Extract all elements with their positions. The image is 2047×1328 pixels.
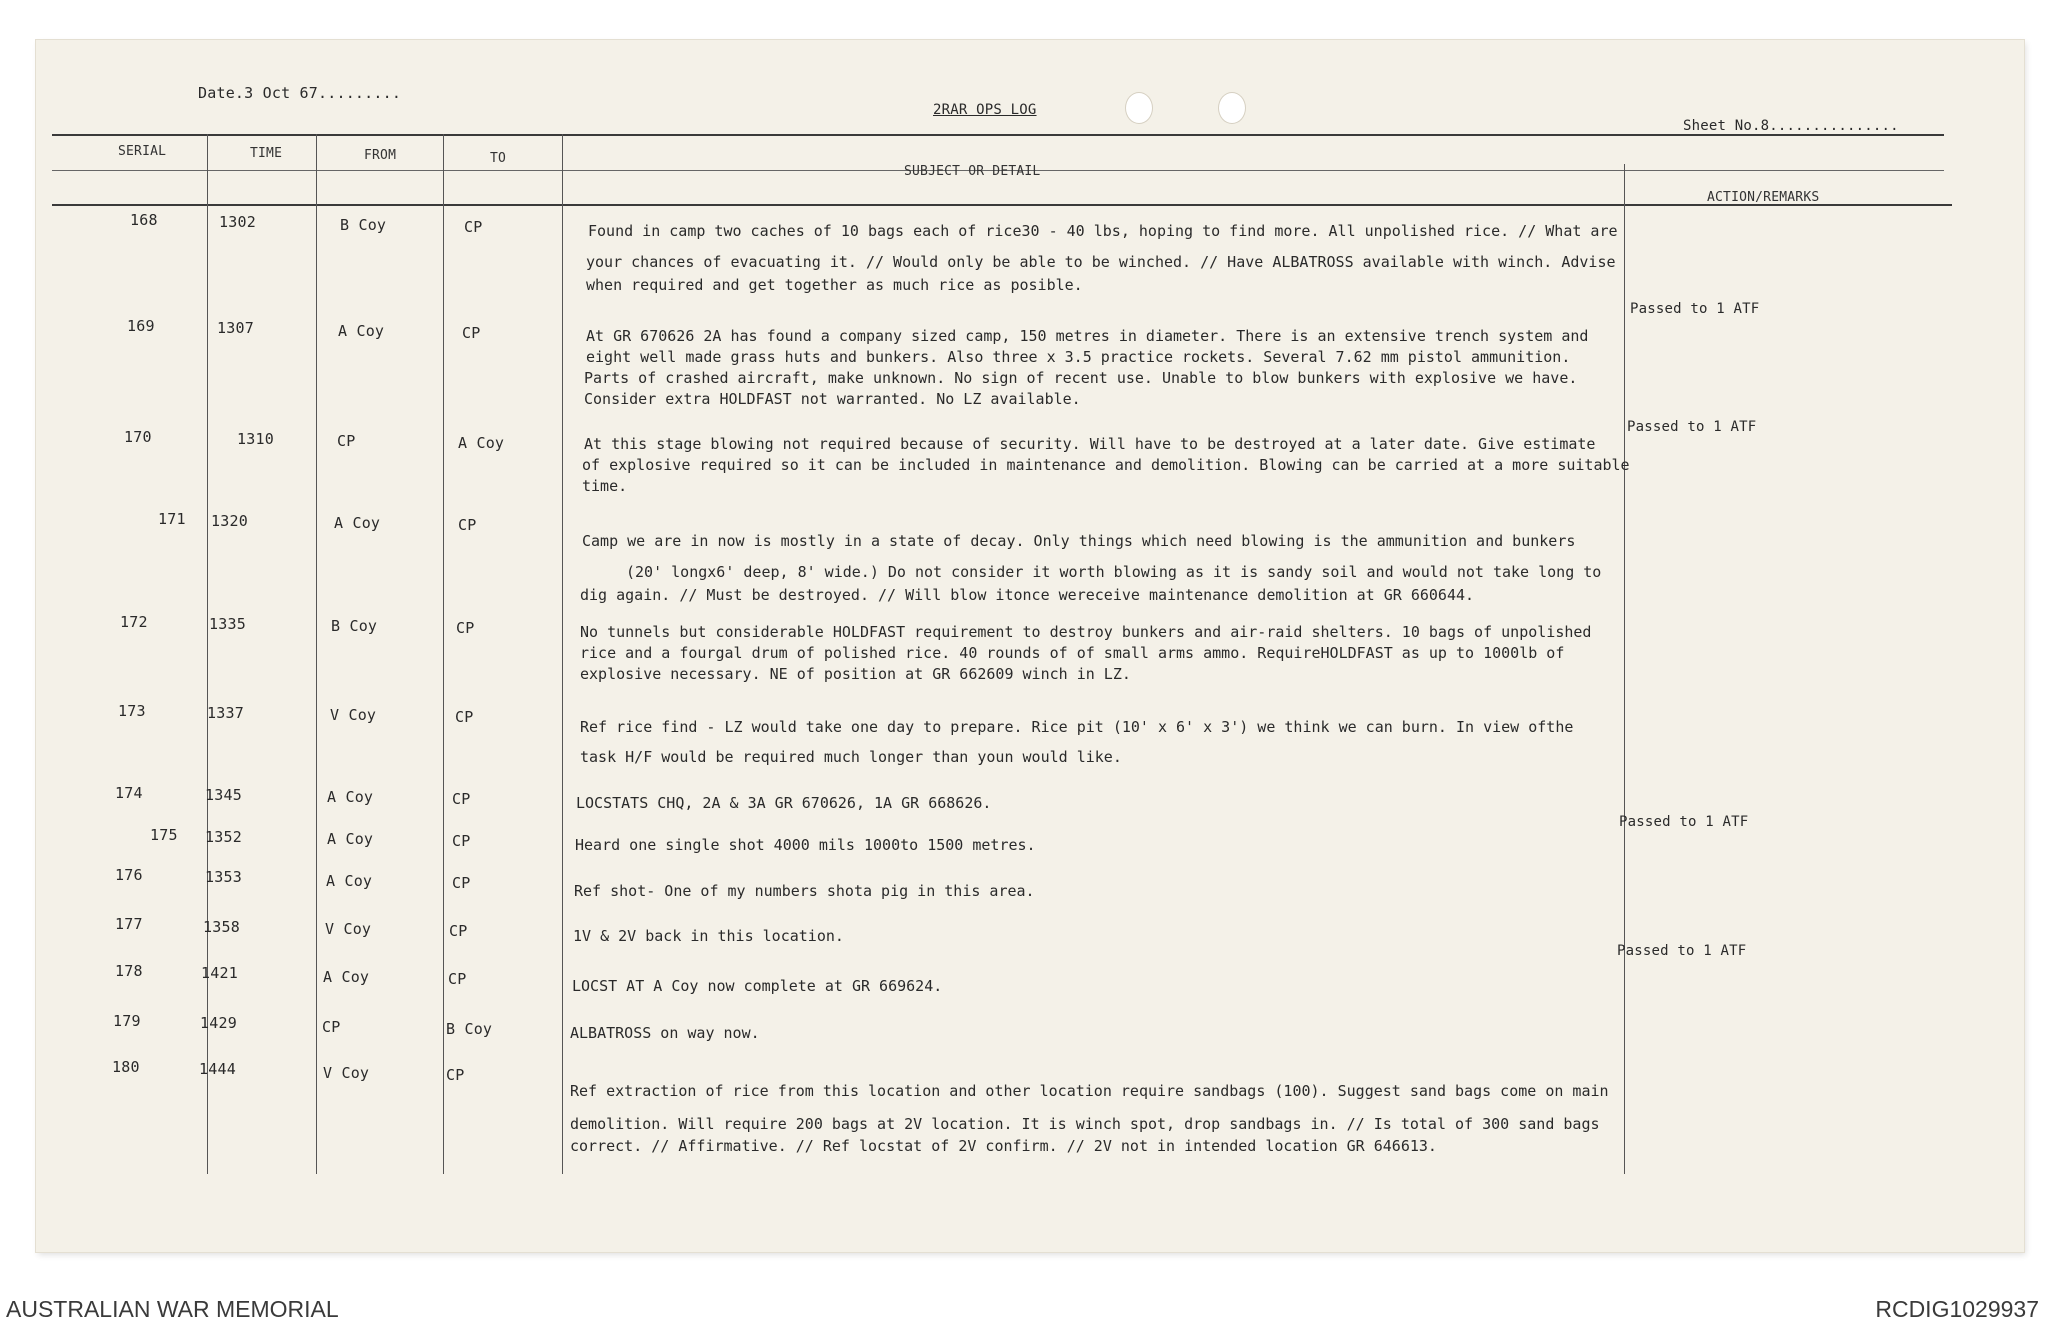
from-cell: A Coy	[327, 830, 374, 848]
from-cell: A Coy	[323, 968, 370, 986]
detail-cell	[570, 1022, 1630, 1045]
time-cell: 1429	[200, 1014, 237, 1032]
detail-cell	[570, 1080, 1630, 1157]
from-cell: B Coy	[340, 216, 387, 234]
detail-line: eight well made grass huts and bunkers. Also three x 3.5 practice rockets. Several 7.62 mm pistol ammunition.	[586, 348, 1571, 366]
detail-cell	[580, 712, 1640, 772]
time-cell: 1444	[199, 1060, 236, 1078]
detail-cell	[580, 530, 1640, 607]
to-cell: CP	[456, 619, 475, 637]
punch-hole-right	[1218, 92, 1246, 124]
time-cell: 1345	[205, 786, 242, 804]
from-cell: A Coy	[334, 514, 381, 532]
time-cell: 1302	[219, 213, 256, 231]
column-header-action: ACTION/REMARKS	[1707, 190, 1820, 205]
from-cell: A Coy	[326, 872, 373, 890]
footer-record-id: RCDIG1029937	[1875, 1296, 2039, 1322]
detail-line: rice and a fourgal drum of polished rice. 40 rounds of of small arms ammo. RequireHOLDFAST as up to 1000lb of	[580, 644, 1565, 662]
serial-cell: 172	[120, 613, 148, 631]
serial-cell: 178	[115, 962, 143, 980]
time-cell: 1307	[217, 319, 254, 337]
column-header-from: FROM	[364, 148, 397, 163]
to-cell: CP	[452, 832, 471, 850]
detail-line: when required and get together as much rice as posible.	[586, 276, 1083, 294]
serial-cell: 173	[118, 702, 146, 720]
detail-line: Ref extraction of rice from this location and other location require sandbags (100). Suggest sand bags come on main	[570, 1082, 1609, 1100]
detail-cell	[575, 834, 1635, 857]
action-cell: Passed to 1 ATF	[1630, 301, 1760, 317]
time-cell: 1421	[201, 964, 238, 982]
from-cell: V Coy	[330, 706, 377, 724]
detail-line: time.	[582, 477, 628, 495]
detail-line: Found in camp two caches of 10 bags each of rice30 - 40 lbs, hoping to find more. All unpolished rice. // What are	[588, 222, 1618, 240]
from-cell: V Coy	[325, 920, 372, 938]
from-cell: V Coy	[323, 1064, 370, 1082]
detail-line: dig again. // Must be destroyed. // Will blow itonce wereceive maintenance demolition at GR 660644.	[580, 586, 1475, 604]
to-cell: CP	[464, 218, 483, 236]
detail-line: correct. // Affirmative. // Ref locstat of 2V confirm. // 2V not in intended location GR 646613.	[570, 1137, 1437, 1155]
to-cell: CP	[462, 324, 481, 342]
detail-line: Ref rice find - LZ would take one day to prepare. Rice pit (10' x 6' x 3') we think we can burn. In view ofthe	[580, 718, 1574, 736]
serial-cell: 170	[124, 428, 152, 446]
detail-line: Camp we are in now is mostly in a state of decay. Only things which need blowing is the ammunition and bunkers	[582, 532, 1576, 550]
detail-line: task H/F would be required much longer than youn would like.	[580, 748, 1122, 766]
from-cell: CP	[322, 1018, 341, 1036]
detail-line: 1V & 2V back in this location.	[573, 927, 844, 945]
serial-cell: 174	[115, 784, 143, 802]
footer-archive-name: AUSTRALIAN WAR MEMORIAL	[6, 1296, 339, 1322]
from-cell: CP	[337, 432, 356, 450]
action-cell: Passed to 1 ATF	[1627, 419, 1757, 435]
column-header-serial: SERIAL	[118, 144, 167, 159]
detail-line: Ref shot- One of my numbers shota pig in this area.	[574, 882, 1035, 900]
time-cell: 1320	[211, 512, 248, 530]
time-cell: 1353	[205, 868, 242, 886]
detail-line: Consider extra HOLDFAST not warranted. No LZ available.	[584, 390, 1081, 408]
detail-line: Heard one single shot 4000 mils 1000to 1500 metres.	[575, 836, 1036, 854]
detail-line: of explosive required so it can be included in maintenance and demolition. Blowing can be carried at a more suitable	[582, 456, 1630, 474]
detail-line: demolition. Will require 200 bags at 2V location. It is winch spot, drop sandbags in. // Is total of 300 sand bags	[570, 1115, 1600, 1133]
serial-cell: 175	[150, 826, 178, 844]
to-cell: CP	[446, 1066, 465, 1084]
to-cell: B Coy	[446, 1020, 493, 1038]
col-divider-2	[316, 134, 317, 1174]
detail-line: explosive necessary. NE of position at GR 662609 winch in LZ.	[580, 665, 1131, 683]
to-cell: CP	[448, 970, 467, 988]
from-cell: B Coy	[331, 617, 378, 635]
column-header-subject: SUBJECT OR DETAIL	[904, 164, 1041, 179]
time-cell: 1337	[207, 704, 244, 722]
detail-cell	[580, 220, 1640, 297]
to-cell: CP	[452, 790, 471, 808]
detail-cell	[572, 975, 1632, 998]
detail-cell	[573, 925, 1633, 948]
detail-line: Parts of crashed aircraft, make unknown. No sign of recent use. Unable to blow bunkers with explosive we have.	[584, 369, 1578, 387]
time-cell: 1335	[209, 615, 246, 633]
detail-line: At GR 670626 2A has found a company sized camp, 150 metres in diameter. There is an extensive trench system and	[586, 327, 1589, 345]
detail-line: (20' longx6' deep, 8' wide.) Do not consider it worth blowing as it is sandy soil and would not take long to	[626, 563, 1602, 581]
header-bottom-rule	[52, 204, 1952, 206]
detail-cell	[574, 880, 1634, 903]
serial-cell: 180	[112, 1058, 140, 1076]
time-cell: 1310	[237, 430, 274, 448]
col-divider-4	[562, 134, 563, 1174]
sheet-number: Sheet No.8...............	[1683, 118, 1899, 134]
detail-line: LOCST AT A Coy now complete at GR 669624.	[572, 977, 943, 995]
detail-cell	[580, 326, 1640, 410]
to-cell: A Coy	[458, 434, 505, 452]
detail-line: ALBATROSS on way now.	[570, 1024, 760, 1042]
to-cell: CP	[455, 708, 474, 726]
serial-cell: 169	[127, 317, 155, 335]
serial-cell: 179	[113, 1012, 141, 1030]
column-header-to: TO	[490, 151, 507, 166]
to-cell: CP	[449, 922, 468, 940]
time-cell: 1358	[203, 918, 240, 936]
from-cell: A Coy	[338, 322, 385, 340]
to-cell: CP	[452, 874, 471, 892]
serial-cell: 177	[115, 915, 143, 933]
detail-line: your chances of evacuating it. // Would only be able to be winched. // Have ALBATROSS available with winch. Advise	[586, 253, 1616, 271]
action-cell: Passed to 1 ATF	[1617, 943, 1747, 959]
detail-line: LOCSTATS CHQ, 2A & 3A GR 670626, 1A GR 668626.	[576, 794, 992, 812]
detail-cell	[576, 792, 1636, 815]
to-cell: CP	[458, 516, 477, 534]
time-cell: 1352	[205, 828, 242, 846]
serial-cell: 171	[158, 510, 186, 528]
detail-cell	[580, 434, 1640, 497]
detail-line: No tunnels but considerable HOLDFAST requirement to destroy bunkers and air-raid shelters. 10 bags of unpolished	[580, 623, 1592, 641]
log-date: Date.3 Oct 67.........	[198, 84, 402, 102]
col-divider-3	[443, 134, 444, 1174]
serial-cell: 168	[130, 211, 158, 229]
action-cell: Passed to 1 ATF	[1619, 814, 1749, 830]
log-title: 2RAR OPS LOG	[933, 102, 1037, 118]
punch-hole-left	[1125, 92, 1153, 124]
from-cell: A Coy	[327, 788, 374, 806]
detail-cell	[580, 622, 1640, 685]
header-top-rule	[52, 134, 1944, 136]
serial-cell: 176	[115, 866, 143, 884]
detail-line: At this stage blowing not required because of security. Will have to be destroyed at a later date. Give estimate	[584, 435, 1596, 453]
column-header-time: TIME	[250, 146, 283, 161]
